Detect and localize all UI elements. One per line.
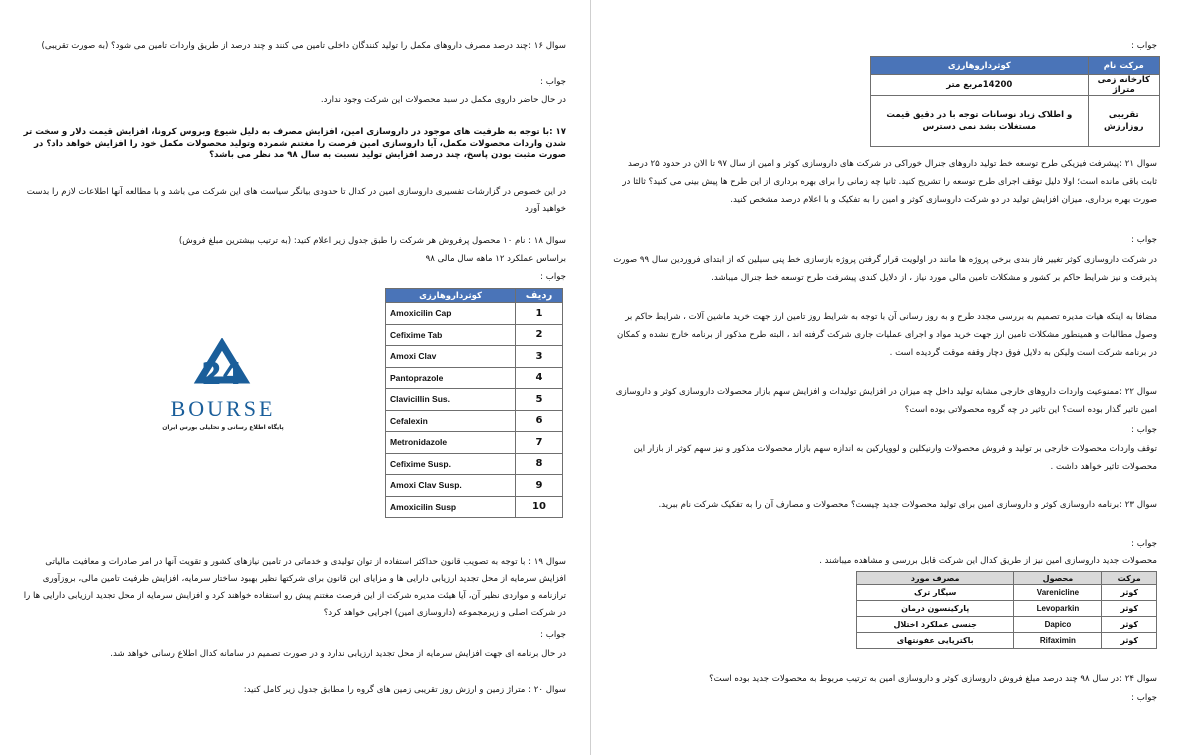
column-header-product: محصول	[1014, 572, 1102, 585]
answer-label: جواب :	[1131, 425, 1157, 435]
answer-label: جواب :	[540, 630, 566, 640]
row-label: تقریبی روزارزش	[1088, 96, 1159, 147]
company-cell: کوثر	[1102, 633, 1157, 649]
answer-label: جواب :	[1131, 539, 1157, 549]
column-header-value: کوثرداروهارزی	[871, 57, 1089, 75]
bourse24-logo	[162, 338, 284, 438]
page-divider	[590, 0, 591, 755]
company-cell: کوثر	[1102, 617, 1157, 633]
answer-label: جواب :	[1131, 693, 1157, 703]
table-row	[386, 410, 563, 432]
top-products-table	[385, 288, 563, 518]
table-row	[871, 96, 1160, 147]
use-cell: باکتریایی عفونتهای	[857, 633, 1014, 649]
logo-brand: BOURSE	[170, 396, 276, 421]
product-cell: Amoxi Clav Susp.	[386, 475, 516, 497]
use-cell: پارکینسون درمان	[857, 601, 1014, 617]
column-header-company: مرکت	[1102, 572, 1157, 585]
answer-label: جواب :	[540, 77, 566, 87]
question-18-subtitle: براساس عملکرد ۱۲ ماهه سال مالی ۹۸	[425, 254, 566, 264]
row-value: و اطلاک زیاد نوسانات توجه با در دقیق قیمت مستغلات بشد نمی دسترس	[871, 96, 1089, 147]
question-24: سوال ۲۴ :در سال ۹۸ چند درصد مبلغ فروش داروسازی کوثر و داروسازی امین به ترتیب مربوط به محصولات جدید بوده است؟	[709, 674, 1157, 684]
product-cell: Amoxi Clav	[386, 346, 516, 368]
question-23: سوال ۲۳ :برنامه داروسازی کوثر و داروسازی امین برای تولید محصولات جدید چیست؟ محصولات و مصارف آن را به تفکیک شرکت نام ببرید.	[658, 500, 1157, 510]
question-18: سوال ۱۸ : نام ۱۰ محصول پرفروش هر شرکت را طبق جدول زیر اعلام کنید: (به ترتیب بیشترین مبلغ فروش)	[178, 236, 566, 246]
product-cell: Levoparkin	[1014, 601, 1102, 617]
product-cell: Cefixime Susp.	[386, 453, 516, 475]
question-21: سوال ۲۱ :پیشرفت فیزیکی طرح توسعه خط تولید داروهای جنرال خوراکی در شرکت های داروسازی کوثر و امین از سال ۹۷ تا الان در حدود ۲۵ درصد ثابت باقی مانده است؛ اولا دلیل توقف اجرای طرح توسعه را تشریح کنید. ثانیا چه زمانی را برای بهره برداری از این طرح ها پیش بینی می کنید؟ ثالثا در صورت بهره برداری، میزان افزایش تولید در دو شرکت داروسازی کوثر و امین را به تفکیک و با اعلام درصد مشخص کنید.	[622, 159, 1157, 205]
bourse24-logo-icon	[162, 338, 284, 438]
rank-cell: 9	[516, 475, 563, 497]
answer-21-paragraph-1: در شرکت داروسازی کوثر تغییر فاز بندی برخی پروژه ها مانند در اولویت قرار گرفتن پروژه بازسازی خط پنی سیلین که از ابتدای فروردین سال ۹۹ صورت پذیرفت و نیز شرایط حاکم بر کشور و مشکلات تامین مالی مورد نیاز ، از دلایل کندی پیشرفت طرح توسعه خط جنرال میباشد.	[613, 255, 1157, 283]
column-header-company: کوثرداروهارزی	[386, 289, 516, 303]
use-cell: سیگار ترک	[857, 585, 1014, 601]
right-page	[592, 0, 1179, 755]
rank-cell: 8	[516, 453, 563, 475]
use-cell: جنسی عملکرد اختلال	[857, 617, 1014, 633]
product-cell: Dapico	[1014, 617, 1102, 633]
company-cell: کوثر	[1102, 585, 1157, 601]
question-22: سوال ۲۲ :ممنوعیت واردات داروهای خارجی مشابه تولید داخل چه میزان در افزایش تولیدات و افزایش سهم بازار محصولات داروسازی کوثر و داروسازی امین تاثیر گذار بوده است؟ این تاثیر در چه گروه محصولاتی بوده است؟	[615, 387, 1157, 415]
question-17: ۱۷ :با توجه به ظرفیت های موجود در داروسازی امین، افزایش مصرف به دلیل شیوع ویروس کرونا، افزایش قیمت دلار و سخت تر شدن واردات محصولات مکمل، آیا داروسازی امین فرصت را مغتنم شمرده وتولید محصولات مکمل خود را افزایش خواهد داد؟ در صورت مثبت بودن پاسخ، چند درصد افزایش تولید نسبت به سال ۹۸ مد نظر می باشد؟	[23, 127, 566, 160]
row-label: کارخانه زمی متراژ	[1088, 75, 1159, 96]
answer-label: جواب :	[1131, 41, 1157, 51]
question-19: سوال ۱۹ : با توجه به تصویب قانون حداکثر استفاده از توان تولیدی و خدماتی در تامین نیازهای کشور و تقویت آنها در امر صادرات و معافیت مالیاتی افزایش سرمایه از محل تجدید ارزیابی دارایی ها و مزایای این قانون برای شرکتها نظیر بهبود ساختار سرمایه، افزایش ظرفیت تامین مالی، بروزآوری ترازنامه و مواردی نظیر آن، آیا هیئت مدیره شرکت از این فرصت مغتنم پیش رو استفاده خواهند کرد و افزایش سرمایه از محل تجدید ارزیابی دارایی ها را در شرکت اصلی و زیرمجموعه (داروسازی امین) اجرایی خواهد کرد؟	[23, 557, 566, 618]
product-cell: Cefalexin	[386, 410, 516, 432]
question-16: سوال ۱۶ :چند درصد مصرف داروهای مکمل را تولید کنندگان داخلی تامین می کنند و چند درصد از طریق واردات تامین می شود؟ (به صورت تقریبی)	[41, 41, 566, 51]
table-row	[386, 367, 563, 389]
answer-16: در حال حاضر داروی مکمل در سبد محصولات این شرکت وجود ندارد.	[320, 95, 566, 105]
table-row	[386, 324, 563, 346]
product-cell: Amoxicilin Susp	[386, 496, 516, 518]
table-row	[386, 475, 563, 497]
rank-cell: 5	[516, 389, 563, 411]
rank-cell: 6	[516, 410, 563, 432]
new-products-table	[856, 571, 1157, 649]
table-row	[857, 585, 1157, 601]
table-row	[386, 303, 563, 325]
product-cell: Metronidazole	[386, 432, 516, 454]
product-cell: Cefixime Tab	[386, 324, 516, 346]
answer-17: در این خصوص در گزارشات تفسیری داروسازی امین در کدال تا حدودی بیانگر سیاست های این شرکت می باشد و با مطالعه آنها اطلاعات لازم را بدست خواهید آورد	[26, 187, 566, 214]
answer-23: محصولات جدید داروسازی امین نیز از طریق کدال این شرکت قابل بررسی و مشاهده میباشند .	[819, 556, 1157, 566]
product-cell: Rifaximin	[1014, 633, 1102, 649]
answer-19: در حال برنامه ای جهت افزایش سرمایه از محل تجدید ارزیابی ندارد و در صورت تصمیم در سامانه کدال اطلاع رسانی خواهد شد.	[110, 649, 566, 659]
table-row	[386, 346, 563, 368]
table-row	[857, 601, 1157, 617]
rank-cell: 1	[516, 303, 563, 325]
table-row	[386, 389, 563, 411]
row-value: 14200مربع متر	[871, 75, 1089, 96]
table-row	[386, 496, 563, 518]
column-header-rank: ردیف	[516, 289, 563, 303]
rank-cell: 3	[516, 346, 563, 368]
table-row	[386, 453, 563, 475]
answer-label: جواب :	[1131, 235, 1157, 245]
product-cell: Amoxicilin Cap	[386, 303, 516, 325]
product-cell: Pantoprazole	[386, 367, 516, 389]
company-cell: کوثر	[1102, 601, 1157, 617]
answer-21-paragraph-2: مضافا به اینکه هیات مدیره تصمیم به بررسی مجدد طرح و به روز رسانی آن با توجه به شرایط روز تامین ارز جهت خرید ماشین آلات ، شرایط حاکم بر وصول مطالبات و همینطور مشکلات تامین ارز جهت خرید مواد و اجرای عملیات جاری شرکت گرفته اند ، البته طرح مذکور از برنامه خارج نشده و کمکان در برنامه شرکت است ولیکن به دلایل فوق دچار وقفه موقت گردیده است .	[616, 312, 1157, 358]
column-header-use: مصرف مورد	[857, 572, 1014, 585]
logo-tagline: پایگاه اطلاع رسانی و تحلیلی بورس ایران	[162, 424, 284, 431]
answer-22: توقف واردات محصولات خارجی بر تولید و فروش محصولات وارنیکلین و لووپارکین به اندازه سهم بازار محصولات مذکور و نیز سهم کوثر از بازار این محصولات تاثیر خواهد داشت .	[633, 444, 1157, 472]
land-table	[870, 56, 1160, 147]
question-20: سوال ۲۰ : متراژ زمین و ارزش روز تقریبی زمین های گروه را مطابق جدول زیر کامل کنید:	[243, 685, 566, 695]
table-row	[857, 633, 1157, 649]
answer-label: جواب :	[540, 272, 566, 282]
rank-cell: 7	[516, 432, 563, 454]
rank-cell: 2	[516, 324, 563, 346]
logo-number: 24	[201, 357, 243, 392]
product-cell: Clavicillin Sus.	[386, 389, 516, 411]
table-row	[871, 75, 1160, 96]
rank-cell: 4	[516, 367, 563, 389]
product-cell: Varenicline	[1014, 585, 1102, 601]
rank-cell: 10	[516, 496, 563, 518]
table-row	[386, 432, 563, 454]
column-header-company: مرکت نام	[1088, 57, 1159, 75]
table-row	[857, 617, 1157, 633]
